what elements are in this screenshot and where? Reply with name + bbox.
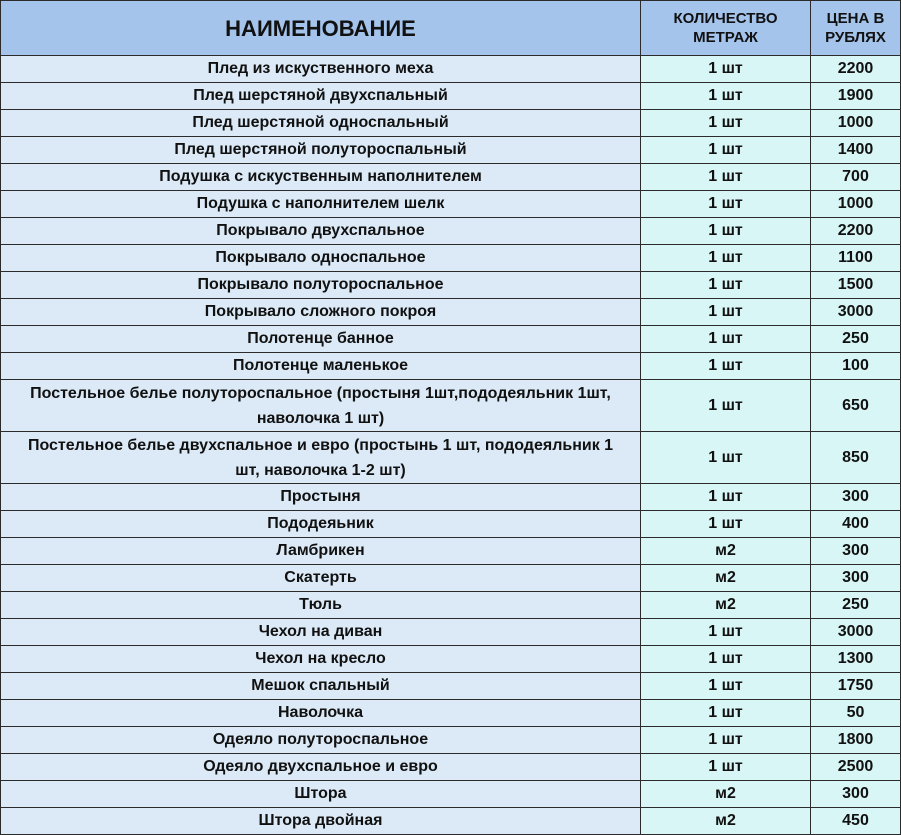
table-body <box>1 56 901 835</box>
table-row <box>1 137 901 164</box>
item-quantity: 1 шт <box>641 727 811 754</box>
table-header <box>1 1 901 56</box>
item-quantity: 1 шт <box>641 326 811 353</box>
item-price: 1500 <box>811 272 901 299</box>
item-price: 1000 <box>811 191 901 218</box>
item-price: 650 <box>811 380 901 432</box>
item-price: 2500 <box>811 754 901 781</box>
item-price: 250 <box>811 592 901 619</box>
table-row <box>1 380 901 432</box>
table-row <box>1 781 901 808</box>
item-name: Покрывало полутороспальное <box>1 272 641 299</box>
item-quantity: м2 <box>641 781 811 808</box>
item-price: 1300 <box>811 646 901 673</box>
item-name: Полотенце банное <box>1 326 641 353</box>
header-price-line1: ЦЕНА В <box>826 10 885 27</box>
item-price: 1800 <box>811 727 901 754</box>
item-quantity: 1 шт <box>641 432 811 484</box>
item-name: Покрывало двухспальное <box>1 218 641 245</box>
table-row <box>1 272 901 299</box>
header-name: НАИМЕНОВАНИЕ <box>1 1 641 56</box>
table-row <box>1 83 901 110</box>
table-row <box>1 191 901 218</box>
item-price: 1900 <box>811 83 901 110</box>
item-quantity: 1 шт <box>641 83 811 110</box>
item-quantity: 1 шт <box>641 673 811 700</box>
table-row <box>1 511 901 538</box>
item-quantity: 1 шт <box>641 380 811 432</box>
item-price: 2200 <box>811 56 901 83</box>
item-price: 50 <box>811 700 901 727</box>
table-row <box>1 484 901 511</box>
item-price: 700 <box>811 164 901 191</box>
item-quantity: 1 шт <box>641 754 811 781</box>
item-price: 1100 <box>811 245 901 272</box>
item-name: Штора двойная <box>1 808 641 835</box>
item-name <box>1 432 641 484</box>
table-row <box>1 808 901 835</box>
item-price: 400 <box>811 511 901 538</box>
table-row <box>1 245 901 272</box>
table-row <box>1 646 901 673</box>
item-name: Скатерть <box>1 565 641 592</box>
item-price: 300 <box>811 781 901 808</box>
item-price: 1400 <box>811 137 901 164</box>
item-name: Подушка с искуственным наполнителем <box>1 164 641 191</box>
item-price: 1750 <box>811 673 901 700</box>
item-name: Плед из искуственного меха <box>1 56 641 83</box>
table-row <box>1 218 901 245</box>
table-row <box>1 326 901 353</box>
item-quantity: м2 <box>641 808 811 835</box>
item-quantity: 1 шт <box>641 299 811 326</box>
item-quantity: 1 шт <box>641 56 811 83</box>
item-quantity: м2 <box>641 565 811 592</box>
item-price: 100 <box>811 353 901 380</box>
header-price-line2: РУБЛЯХ <box>825 29 886 46</box>
table-row <box>1 700 901 727</box>
table-row <box>1 110 901 137</box>
item-quantity: 1 шт <box>641 484 811 511</box>
table-row <box>1 727 901 754</box>
item-price: 850 <box>811 432 901 484</box>
item-name: Одеяло полутороспальное <box>1 727 641 754</box>
item-name: Плед шерстяной односпальный <box>1 110 641 137</box>
item-price: 300 <box>811 484 901 511</box>
item-name: Покрывало односпальное <box>1 245 641 272</box>
item-name-line1: Постельное белье двухспальное и евро (простынь 1 шт, пододеяльник 1 <box>27 436 614 454</box>
item-name-line2: шт, наволочка 1-2 шт) <box>235 461 406 479</box>
item-price: 3000 <box>811 619 901 646</box>
item-quantity: 1 шт <box>641 700 811 727</box>
item-price: 250 <box>811 326 901 353</box>
table-row <box>1 619 901 646</box>
item-name-line2: наволочка 1 шт) <box>256 409 385 427</box>
header-quantity-line1: КОЛИЧЕСТВО <box>673 10 778 27</box>
item-quantity: м2 <box>641 538 811 565</box>
item-quantity: 1 шт <box>641 619 811 646</box>
item-name: Простыня <box>1 484 641 511</box>
item-price: 1000 <box>811 110 901 137</box>
header-row <box>1 1 901 56</box>
table-row <box>1 592 901 619</box>
item-quantity: 1 шт <box>641 191 811 218</box>
item-price: 450 <box>811 808 901 835</box>
item-name: Тюль <box>1 592 641 619</box>
header-quantity <box>641 1 811 56</box>
item-name: Плед шерстяной полутороспальный <box>1 137 641 164</box>
item-price: 3000 <box>811 299 901 326</box>
item-quantity: 1 шт <box>641 164 811 191</box>
table-row <box>1 432 901 484</box>
item-quantity: 1 шт <box>641 245 811 272</box>
item-name: Одеяло двухспальное и евро <box>1 754 641 781</box>
table-row <box>1 754 901 781</box>
item-price: 300 <box>811 538 901 565</box>
table-row <box>1 164 901 191</box>
item-quantity: м2 <box>641 592 811 619</box>
table-row <box>1 353 901 380</box>
table-row <box>1 538 901 565</box>
item-name: Ламбрикен <box>1 538 641 565</box>
item-name: Плед шерстяной двухспальный <box>1 83 641 110</box>
item-quantity: 1 шт <box>641 137 811 164</box>
table-row <box>1 565 901 592</box>
item-price: 300 <box>811 565 901 592</box>
table-row <box>1 673 901 700</box>
item-quantity: 1 шт <box>641 511 811 538</box>
header-price <box>811 1 901 56</box>
item-name: Чехол на кресло <box>1 646 641 673</box>
item-name: Подушка с наполнителем шелк <box>1 191 641 218</box>
item-quantity: 1 шт <box>641 646 811 673</box>
item-name-line1: Постельное белье полутороспальное (простыня 1шт,пододеяльник 1шт, <box>30 384 611 402</box>
item-quantity: 1 шт <box>641 272 811 299</box>
item-name: Покрывало сложного покроя <box>1 299 641 326</box>
item-quantity: 1 шт <box>641 218 811 245</box>
item-name: Наволочка <box>1 700 641 727</box>
item-name: Чехол на диван <box>1 619 641 646</box>
item-quantity: 1 шт <box>641 353 811 380</box>
item-name: Мешок спальный <box>1 673 641 700</box>
item-name: Полотенце маленькое <box>1 353 641 380</box>
item-quantity: 1 шт <box>641 110 811 137</box>
item-name: Штора <box>1 781 641 808</box>
item-name: Пододеяьник <box>1 511 641 538</box>
item-price: 2200 <box>811 218 901 245</box>
item-name <box>1 380 641 432</box>
table-row <box>1 299 901 326</box>
header-quantity-line2: МЕТРАЖ <box>693 29 758 46</box>
table-row <box>1 56 901 83</box>
